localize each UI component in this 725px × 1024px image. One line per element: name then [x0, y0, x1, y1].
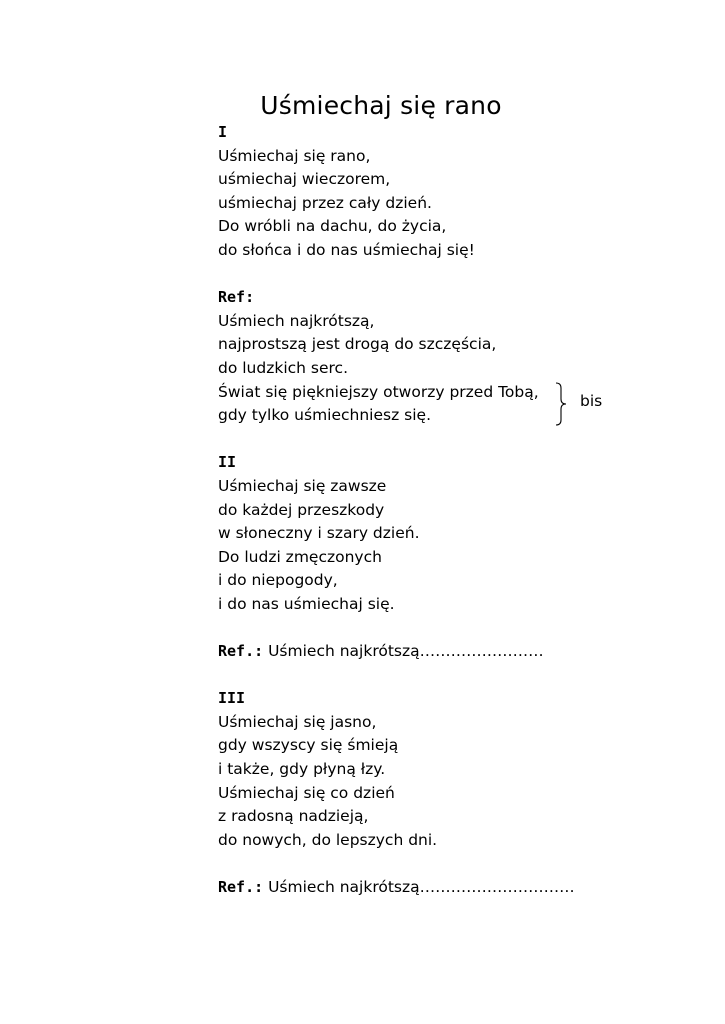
verse-heading: III — [218, 689, 246, 708]
repeat-group — [218, 381, 698, 428]
verse-line: i także, gdy płyną łzy. — [218, 760, 386, 779]
verse-line: Uśmiechaj się zawsze — [218, 476, 387, 495]
stanza-gap — [218, 664, 698, 688]
refrain-line: Uśmiech najkrótszą, — [218, 311, 375, 330]
refrain-reference — [218, 876, 698, 900]
verse-line: do każdej przeszkody — [218, 500, 385, 519]
verse-line: w słoneczny i szary dzień. — [218, 524, 420, 543]
verse-line: uśmiechaj przez cały dzień. — [218, 193, 432, 212]
verse-line: Do wróbli na dachu, do życia, — [218, 217, 447, 236]
refrain-reference — [218, 640, 698, 664]
refrain-line: Świat się piękniejszy otworzy przed Tobą, — [218, 382, 539, 401]
repeat-mark: bis — [580, 391, 603, 410]
verse-2 — [218, 451, 698, 616]
verse-line: Uśmiechaj się rano, — [218, 146, 371, 165]
song-title-text: Uśmiechaj się rano — [260, 91, 502, 120]
song-body — [218, 121, 698, 900]
verse-heading: II — [218, 453, 237, 472]
song-title — [0, 90, 725, 122]
refrain-reference-label: Ref.: — [218, 878, 264, 896]
refrain-reference-text: Uśmiech najkrótszą…………………… — [263, 642, 544, 661]
verse-line: z radosną nadzieją, — [218, 807, 369, 826]
verse-line: i do niepogody, — [218, 571, 338, 590]
refrain-reference-label: Ref.: — [218, 642, 264, 661]
right-brace-icon — [554, 382, 568, 426]
verse-line: do słońca i do nas uśmiechaj się! — [218, 240, 475, 259]
verse-line: do nowych, do lepszych dni. — [218, 830, 438, 849]
refrain-line: do ludzkich serc. — [218, 358, 349, 377]
stanza-gap — [218, 616, 698, 640]
refrain-line: najprostszą jest drogą do szczęścia, — [218, 335, 497, 354]
verse-1 — [218, 121, 698, 263]
stanza-gap — [218, 263, 698, 287]
refrain-heading: Ref: — [218, 288, 255, 307]
refrain — [218, 286, 698, 428]
verse-line: uśmiechaj wieczorem, — [218, 170, 391, 189]
verse-heading: I — [218, 123, 228, 141]
refrain-line: gdy tylko uśmiechniesz się. — [218, 406, 432, 425]
stanza-gap — [218, 852, 698, 876]
stanza-gap — [218, 428, 698, 452]
verse-3 — [218, 687, 698, 852]
verse-line: Uśmiechaj się co dzień — [218, 783, 395, 802]
refrain-reference-text: Uśmiech najkrótszą………………………… — [263, 878, 575, 896]
verse-line: Uśmiechaj się jasno, — [218, 712, 377, 731]
verse-line: Do ludzi zmęczonych — [218, 547, 382, 566]
verse-line: gdy wszyscy się śmieją — [218, 736, 399, 755]
verse-line: i do nas uśmiechaj się. — [218, 594, 395, 613]
